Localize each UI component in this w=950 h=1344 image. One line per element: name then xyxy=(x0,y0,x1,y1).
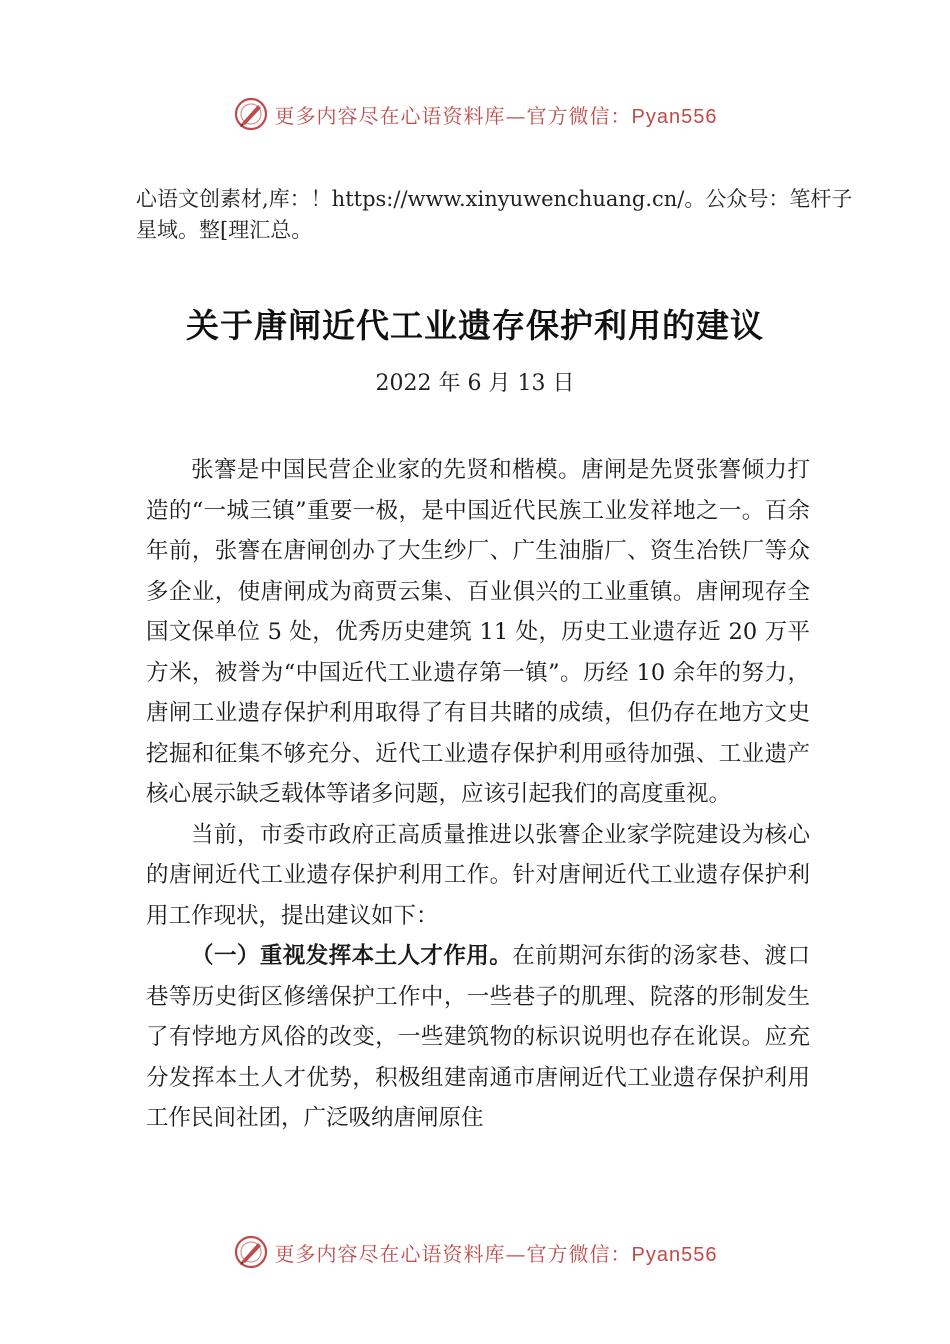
brush-logo-icon xyxy=(233,1234,269,1270)
banner-text: 更多内容尽在心语资料库—官方微信：Pyan556 xyxy=(274,103,718,128)
paragraph-3-text: 在前期河东街的汤家巷、渡口巷等历史街区修缮保护工作中，一些巷子的肌理、院落的形制发生了有悖地方风俗的改变，一些建筑物的标识说明也存在讹误。应充分发挥本土人才优势，积极组建南通市唐闸近代工业遗存保护利用工作民间社团，广泛吸纳唐闸原住 xyxy=(146,943,810,1131)
banner-text: 更多内容尽在心语资料库—官方微信：Pyan556 xyxy=(274,1241,718,1266)
source-note: 心语文创素材,库：！https://www.xinyuwenchuang.cn/。公众号：笔杆子星域。整[理汇总。 xyxy=(136,187,853,242)
footer-banner xyxy=(0,1230,950,1274)
paragraph-2: 当前，市委市政府正高质量推进以张謇企业家学院建设为核心的唐闸近代工业遗存保护利用工作。针对唐闸近代工业遗存保护利用工作现状，提出建议如下： xyxy=(146,821,810,929)
wechat-id: Pyan556 xyxy=(631,105,718,128)
paragraph-3-heading: （一）重视发挥本土人才作用。 xyxy=(191,943,513,969)
header-banner xyxy=(0,92,950,136)
document-date: 2022 年 6 月 13 日 xyxy=(375,371,575,396)
wechat-id: Pyan556 xyxy=(631,1243,718,1266)
brush-logo-icon xyxy=(233,96,269,132)
document-body xyxy=(146,450,810,1139)
document-title: 关于唐闸近代工业遗存保护利用的建议 xyxy=(186,306,764,345)
paragraph-3 xyxy=(146,936,810,1139)
paragraph-1: 张謇是中国民营企业家的先贤和楷模。唐闸是先贤张謇倾力打造的“一城三镇”重要一极，是中国近代民族工业发祥地之一。百余年前，张謇在唐闸创办了大生纱厂、广生油脂厂、资生冶铁厂等众多企业，使唐闸成为商贾云集、百业俱兴的工业重镇。唐闸现存全国文保单位 5 处，优秀历史建筑 11 处，历史工业遗存近 20 万平方米，被誉为“中国近代工业遗存第一镇”。历经 10 余年的努力，唐闸工业遗存保护利用取得了有目共睹的成绩，但仍存在地方文史挖掘和征集不够充分、近代工业遗存保护利用亟待加强、工业遗产核心展示缺乏载体等诸多问题，应该引起我们的高度重视。 xyxy=(146,457,810,807)
